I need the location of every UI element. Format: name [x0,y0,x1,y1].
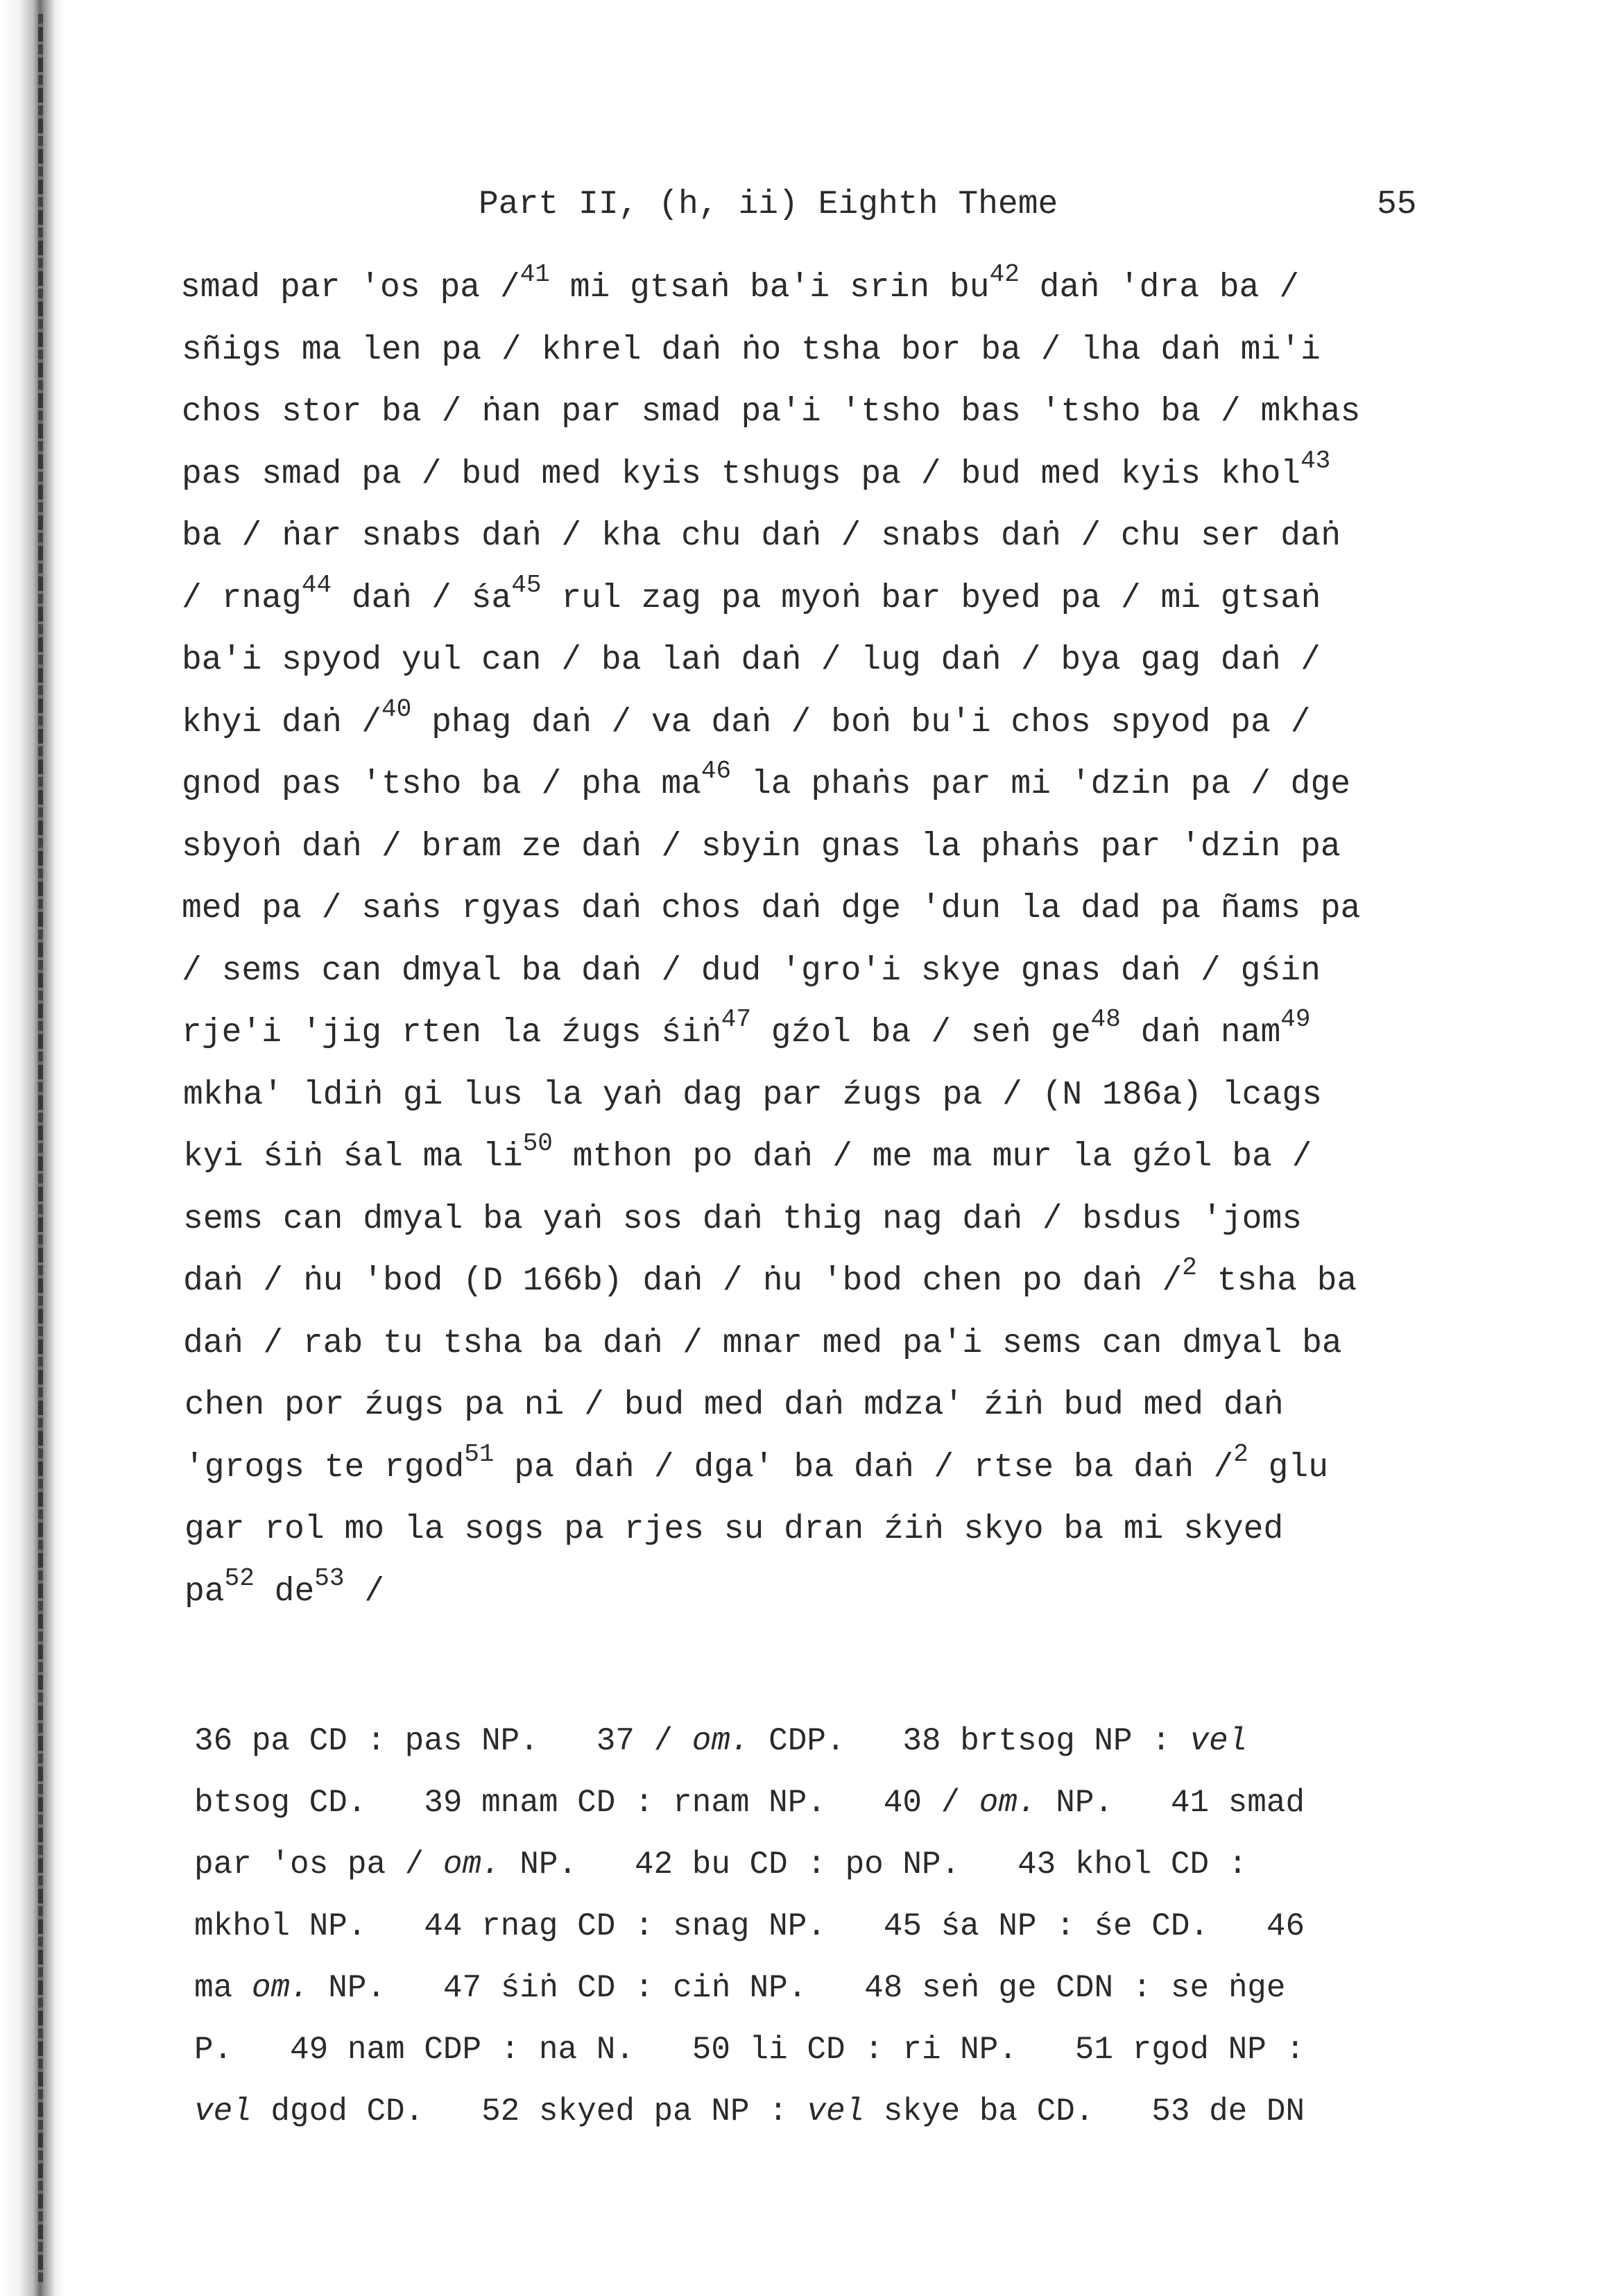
footnote-reference: 46 [701,757,732,785]
body-line [182,757,1351,805]
body-text: sbyoṅ daṅ / bram ze daṅ / sbyin gnas la phaṅs par 'dzin pa [182,828,1341,866]
footnote-text: P. 49 nam CDP : na N. 50 li CD : ri NP. 51 rgod NP : [194,2032,1305,2068]
footnote-reference: 2 [1182,1253,1197,1282]
body-text: sñigs ma len pa / khrel daṅ ṅo tsha bor ba / lha daṅ mi'i [182,331,1321,369]
footnote-reference: 51 [464,1439,495,1468]
body-text: med pa / saṅs rgyas daṅ chos daṅ dge 'dun la dad pa ñams pa [182,890,1361,927]
body-text: pas smad pa / bud med kyis tshugs pa / bud med kyis khol [182,455,1301,493]
footnote-line [194,1782,1305,1824]
body-line [182,391,1360,433]
body-text: / sems can dmyal ba daṅ / dud 'gro'i skye gnas daṅ / gśin [182,952,1321,990]
body-line [183,1074,1322,1116]
footnote-reference: 2 [1233,1439,1248,1468]
footnote-text: NP. 41 smad [1036,1785,1305,1821]
body-text: sems can dmyal ba yaṅ sos daṅ thig nag daṅ / bsdus 'joms [183,1200,1303,1238]
footnote-text: par 'os pa / [194,1847,443,1883]
body-text: la phaṅs par mi 'dzin pa / dge [731,766,1351,803]
body-text: de [254,1573,315,1611]
italic-abbreviation: om. [979,1785,1037,1821]
body-line [182,950,1321,992]
footnote-line [194,1967,1286,2009]
footnote-line [194,1844,1247,1885]
book-binding-shadow [0,0,64,2296]
body-text: smad par 'os pa / [180,269,520,307]
footnote-reference: 45 [511,570,542,599]
body-line [182,446,1331,495]
footnote-text: skye ba CD. 53 de DN [864,2093,1305,2130]
footnote-reference: 53 [314,1563,345,1593]
footnote-reference: 40 [381,694,412,723]
body-text: 'grogs te rgod [184,1448,465,1487]
body-line [182,570,1321,619]
body-line [183,1199,1302,1240]
italic-abbreviation: vel [194,2093,252,2130]
body-text: phag daṅ / va daṅ / boṅ bu'i chos spyod pa / [411,703,1311,742]
footnote-text: mkhol NP. 44 rnag CD : snag NP. 45 śa NP : śe CD. 46 [194,1908,1305,1944]
footnote-reference: 47 [721,1005,751,1034]
body-text: / rnag [182,579,302,617]
body-line [182,329,1321,371]
footnote-text: dgod CD. 52 skyed pa NP : [251,2093,807,2130]
footnote-reference: 52 [224,1563,255,1593]
footnote-reference: 43 [1300,446,1331,475]
body-line [183,1129,1312,1178]
body-text: / [344,1573,385,1611]
body-text: mkha' ldiṅ gi lus la yaṅ dag par źugs pa / (N 186a) lcags [183,1076,1322,1114]
footnote-text: 36 pa CD : pas NP. 37 / [194,1723,692,1759]
italic-abbreviation: om. [443,1847,501,1883]
body-text: rje'i 'jig rten la źugs śiṅ [182,1014,721,1052]
body-line [182,640,1321,681]
body-line [184,1563,385,1613]
italic-abbreviation: om. [692,1723,750,1759]
body-line [180,260,1300,309]
footnote-text: CDP. 38 brtsog NP : [749,1723,1190,1759]
italic-abbreviation: om. [251,1970,309,2006]
body-line [182,1005,1311,1054]
body-text: gźol ba / seṅ ge [750,1014,1091,1052]
body-line [182,888,1360,929]
footnote-text: btsog CD. 39 mnam CD : rnam NP. 40 / [194,1785,979,1821]
body-line [183,1253,1357,1302]
body-text: chen por źugs pa ni / bud med daṅ mdza' źiṅ bud med daṅ [184,1387,1284,1424]
footnote-text: NP. 47 śiṅ CD : ciṅ NP. 48 seṅ ge CDN : se ṅge [309,1970,1286,2006]
footnote-reference: 49 [1280,1005,1311,1034]
body-line [184,1439,1329,1489]
footnote-text: NP. 42 bu CD : po NP. 43 khol CD : [500,1847,1248,1883]
body-text: khyi daṅ / [182,703,382,742]
body-text: mi gtsaṅ ba'i srin bu [549,269,990,307]
running-header [0,186,1623,234]
footnote-reference: 50 [522,1129,553,1158]
italic-abbreviation: vel [1190,1723,1248,1759]
body-text: rul zag pa myoṅ bar byed pa / mi gtsaṅ [541,579,1321,617]
italic-abbreviation: vel [807,2093,865,2130]
body-line [184,1385,1283,1426]
body-text: ba / ṅar snabs daṅ / kha chu daṅ / snabs daṅ / chu ser daṅ [182,517,1341,555]
body-text: chos stor ba / ṅan par smad pa'i 'tsho bas 'tsho ba / mkhas [182,393,1361,431]
body-text: daṅ 'dra ba / [1019,269,1300,307]
footnote-reference: 48 [1090,1005,1121,1034]
footnote-line [194,1720,1247,1762]
body-text: daṅ / śa [332,579,512,617]
body-line [183,1323,1342,1364]
footnote-reference: 41 [519,260,550,289]
body-text: glu [1248,1448,1329,1487]
body-line [182,515,1341,557]
body-text: pa [184,1573,225,1611]
body-text: pa daṅ / dga' ba daṅ / rtse ba daṅ / [494,1448,1234,1487]
body-line [182,694,1311,744]
footnote-reference: 42 [989,260,1020,289]
body-text: gar rol mo la sogs pa rjes su dran źiṅ skyo ba mi skyed [184,1511,1284,1548]
page-number: 55 [1377,186,1417,223]
body-text: daṅ / ṅu 'bod (D 166b) daṅ / ṅu 'bod chen po daṅ / [183,1262,1183,1300]
footnote-line [194,2091,1305,2132]
body-line [182,826,1341,868]
body-text: ba'i spyod yul can / ba laṅ daṅ / lug daṅ / bya gag daṅ / [182,642,1321,679]
body-text: tsha ba [1196,1262,1357,1300]
body-line [184,1509,1283,1550]
running-title: Part II, (h, ii) Eighth Theme [479,186,1058,223]
body-text: daṅ / rab tu tsha ba daṅ / mnar med pa'i sems can dmyal ba [183,1324,1342,1362]
footnote-line [194,1905,1305,1947]
binding-edge [38,14,43,2282]
body-text: gnod pas 'tsho ba / pha ma [182,766,701,803]
footnote-line [194,2029,1305,2071]
body-text: daṅ nam [1120,1014,1281,1052]
footnote-text: ma [194,1970,252,2006]
body-text: kyi śiṅ śal ma li [183,1138,523,1176]
body-text: mthon po daṅ / me ma mur la gźol ba / [552,1138,1312,1176]
footnote-reference: 44 [301,570,332,599]
